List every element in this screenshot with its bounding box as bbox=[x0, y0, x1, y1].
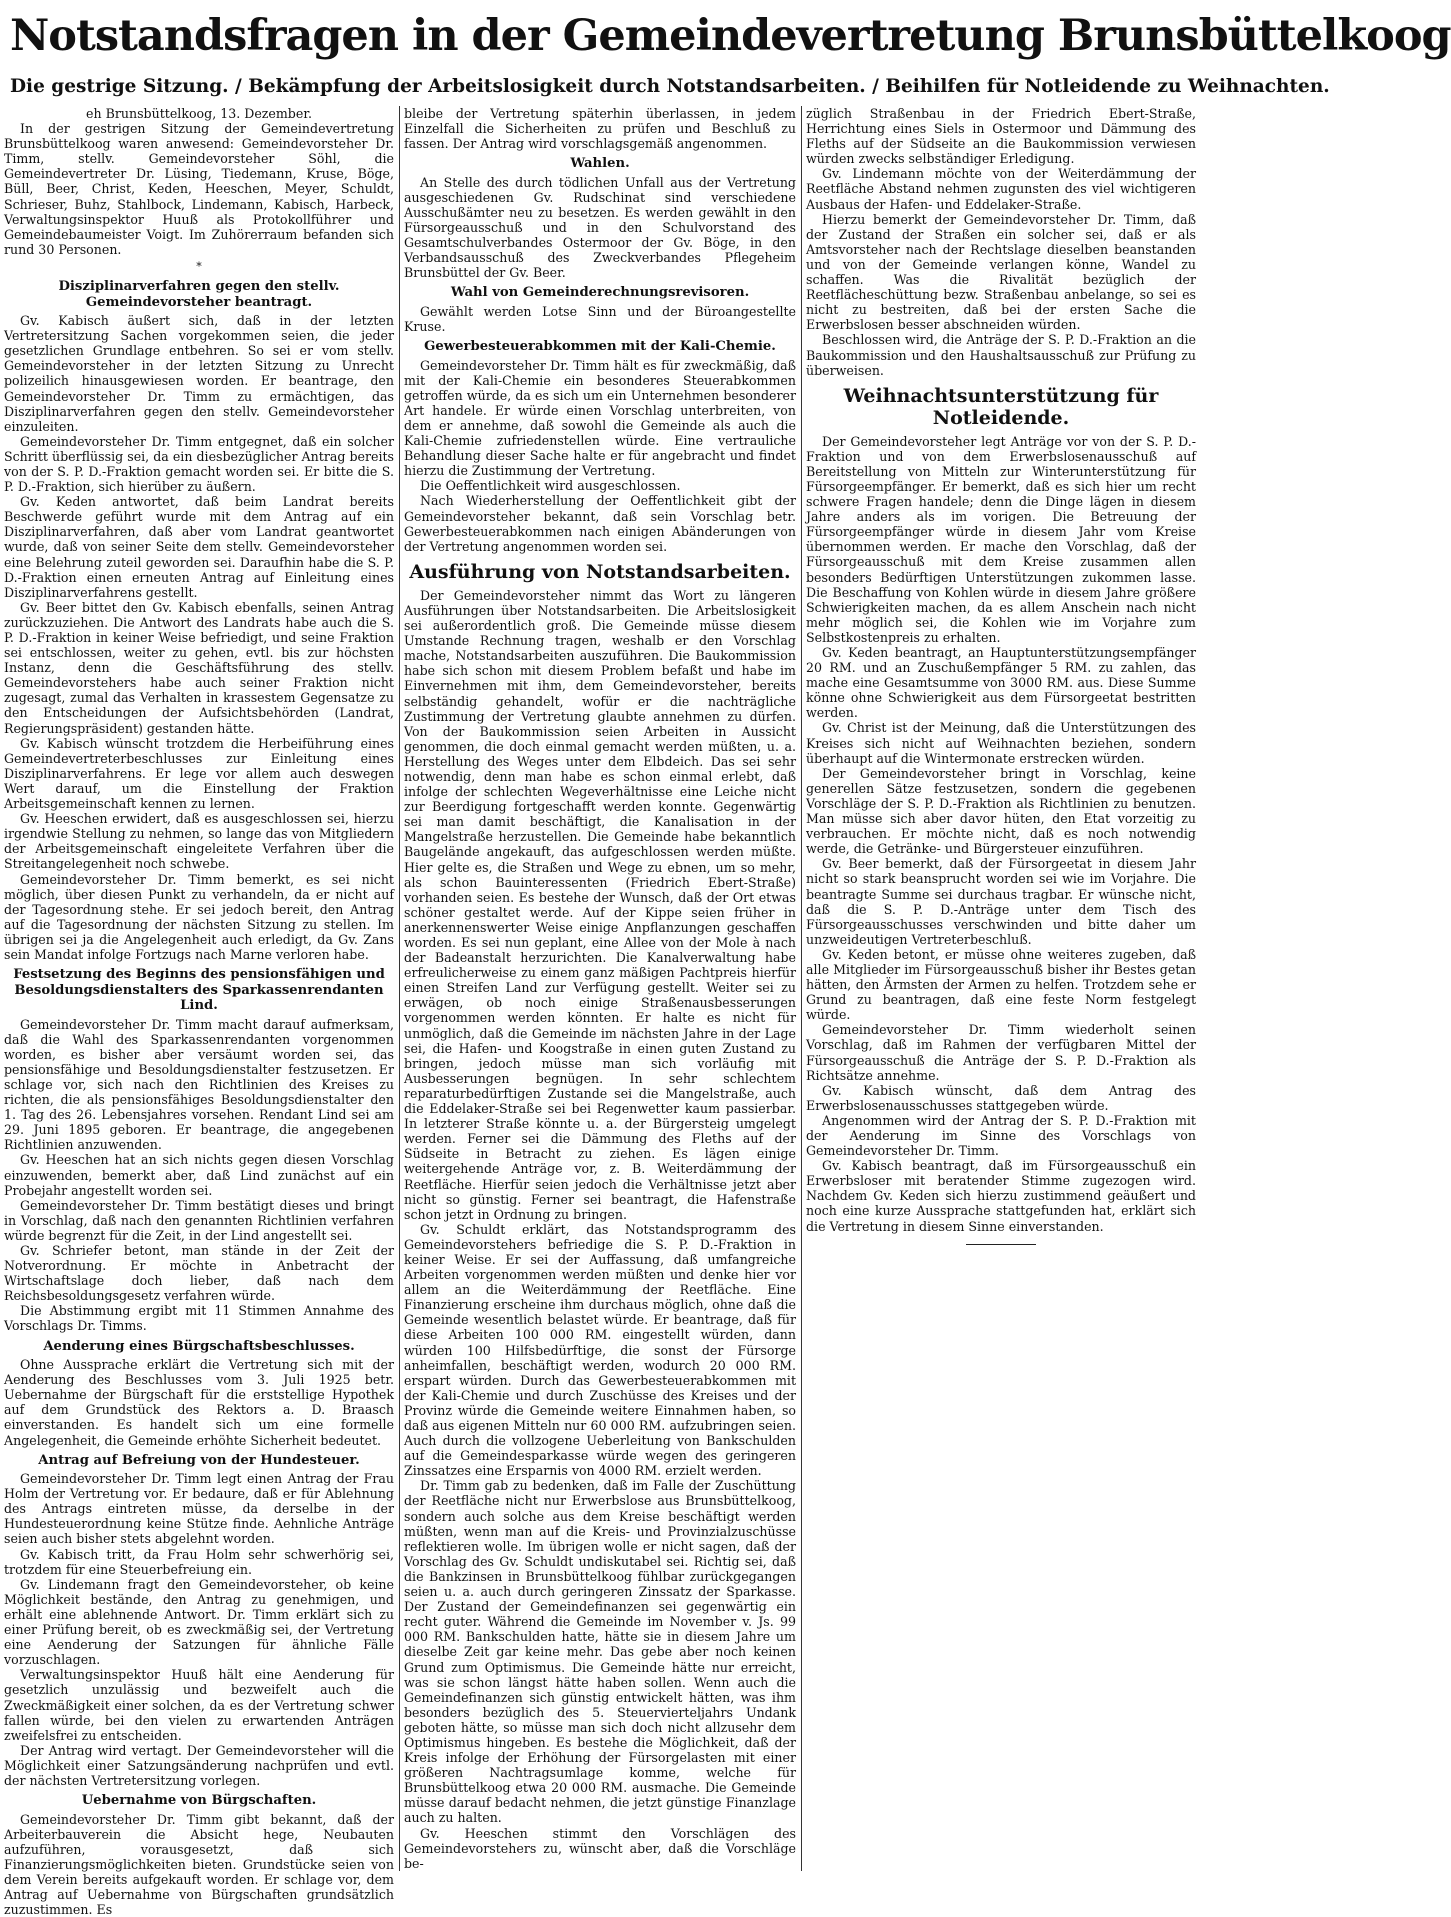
paragraph: Gv. Lindemann fragt den Gemeindevorsteher, ob keine Möglichkeit bestände, den Antrag zu genehmigen, und erhält eine ablehnende Antwort. Dr. Timm erklärt sich zu einer Prüfung bereit, ob es zweckmäßig sei, der Vertretung eine Aenderung der Satzungen für ähnliche Fälle vorzuschlagen. bbox=[4, 1576, 394, 1668]
paragraph: Gemeindevorsteher Dr. Timm bestätigt dieses und bringt in Vorschlag, daß nach den genannten Richtlinien verfahren würde begrenzt für die Zeit, in der Lind angestellt sei. bbox=[4, 1197, 394, 1243]
paragraph: Gv. Keden betont, er müsse ohne weiteres zugeben, daß alle Mitglieder im Fürsorgeausschuß bisher ihr Bestes getan hätten, den Ärmsten der Armen zu helfen. Trotzdem sehe er Grund zu beantragen, daß eine feste Norm festgelegt würde. bbox=[806, 946, 1196, 1023]
paragraph: Der Gemeindevorsteher bringt in Vorschlag, keine generellen Sätze festzusetzen, sondern die gegebenen Vorschläge der S. P. D.-Fraktion als Richtlinien zu benutzen. Man müsse sich aber davor hüten, den Etat vorzeitig zu verbrauchen. Er möchte nicht, daß es noch notwendig werde, die Getränke- und Bürgersteuer einzuführen. bbox=[806, 765, 1196, 857]
paragraph: Hierzu bemerkt der Gemeindevorsteher Dr. Timm, daß der Zustand der Straßen ein solcher sei, daß er als Amtsvorsteher nach der Rechtslage dieselben beanstanden und von der Gemeinde verlangen könne, Wandel zu schaffen. Was die Rivalität bezüglich der Reetflächeschüttung bezw. Straßenbau anbelange, so sei es nicht zu bestreiten, daß bei der ersten Sache die Erwerbslosen besser abschneiden würden. bbox=[806, 211, 1196, 333]
paragraph: Dr. Timm gab zu bedenken, daß im Falle der Zuschüttung der Reetfläche nicht nur Erwerbslose aus Brunsbüttelkoog, sondern auch solche aus dem Kreise beschäftigt werden müßten, wenn man auf die Kreis- und Provinzialzuschüsse reflektieren wolle. Im übrigen wolle er nicht sagen, daß der Vorschlag des Gv. Schuldt undiskutabel sei. Richtig sei, daß die Bankzinsen in Brunsbüttelkoog fühlbar zurückgegangen seien u. a. auch durch geringeren Zinssatz der Sparkasse. Der Zustand der Gemeindefinanzen sei gegenwärtig ein recht guter. Während die Gemeinde im November v. Js. 99 000 RM. Bankschulden hatte, hätte sie in diesem Jahre um dieselbe Zeit gar keine mehr. Das gebe aber noch keinen Grund zum Optimismus. Die Gemeinde hätte nur erreicht, was sie schon längst hätte haben sollen. Wenn auch die Gemeindefinanzen sich günstig entwickelt hätten, was ihm besonders bezüglich des 5. Steuervierteljahrs Undank geboten hätte, so müsse man sich doch nicht allzusehr dem Optimismus hingeben. Es bestehe die Möglichkeit, daß der Kreis infolge der Erhöhung der Fürsorgelasten mit einer größeren Nachtragsumlage komme, welche für Brunsbüttelkoog etwa 20 000 RM. ausmache. Die Gemeinde müsse darauf bedacht nehmen, die jetzt günstige Finanzlage auch zu halten. bbox=[404, 1478, 796, 1826]
paragraph: Angenommen wird der Antrag der S. P. D.-Fraktion mit der Aenderung im Sinne des Vorschlags von Gemeindevorsteher Dr. Timm. bbox=[806, 1112, 1196, 1159]
paragraph: Gemeindevorsteher Dr. Timm bemerkt, es sei nicht möglich, über diesen Punkt zu verhandeln, da er nicht auf der Tagesordnung stehe. Er sei jedoch bereit, den Antrag auf die Tagesordnung der nächsten Sitzung zu stellen. Im übrigen sei ja die Angelegenheit auch erledigt, da Gv. Zans sein Mandat infolge Fortzugs nach Marne verloren habe. bbox=[4, 871, 394, 962]
section-heading-gewerbesteuer: Gewerbesteuerabkommen mit der Kali-Chemie. bbox=[424, 339, 776, 355]
section-heading-uebernahme: Uebernahme von Bürgschaften. bbox=[81, 1793, 317, 1809]
paragraph: Gv. Kabisch tritt, da Frau Holm sehr schwerhörig sei, trotzdem für eine Steuerbefreiung ein. bbox=[4, 1546, 394, 1577]
column-1 bbox=[4, 106, 394, 1917]
section-heading-revisoren: Wahl von Gemeinderechnungsrevisoren. bbox=[450, 285, 750, 301]
section-heading-pension: Festsetzung des Beginns des pensionsfähigen und Besoldungsdienstalters des Sparkassenrendanten Lind. bbox=[13, 967, 385, 1014]
paragraph: Gv. Heeschen erwidert, daß es ausgeschlossen sei, hierzu irgendwie Stellung zu nehmen, so lange das von Mitgliedern der Arbeitsgemeinschaft eingeleitete Verfahren über die Streitangelegenheit noch schwebe. bbox=[4, 811, 394, 872]
column-rule-2 bbox=[801, 106, 802, 1871]
paragraph: Gv. Schriefer betont, man stände in der Zeit der Notverordnung. Er möchte in Anbetracht der Wirtschaftslage doch lieber, daß nach dem Reichsbesoldungsgesetz verfahren würde. bbox=[4, 1242, 394, 1304]
paragraph: Gv. Kabisch äußert sich, daß in der letzten Vertretersitzung Sachen vorgekommen seien, die jeder gesetzlichen Grundlage entbehren. So sei er vom stellv. Gemeindevorsteher in der letzten Sitzung zu Unrecht polizeilich hinausgewiesen worden. Er beantrage, den Gemeindevorsteher Dr. Timm zu ermächtigen, das Disziplinarverfahren gegen den stellv. Gemeindevorsteher einzuleiten. bbox=[4, 313, 394, 434]
paragraph: Gemeindevorsteher Dr. Timm hält es für zweckmäßig, daß mit der Kali-Chemie ein besonderes Steuerabkommen getroffen würde, da es sich um ein Unternehmen besonderer Art handele. Er würde einen Vorschlag unterbreiten, von dem er annehme, daß sowohl die Gemeinde als auch die Kali-Chemie zufriedenstellen würde. Eine vertrauliche Behandlung dieser Sache halte er für angebracht und findet hierzu die Zustimmung der Vertretung. bbox=[404, 357, 796, 479]
paragraph: Die Oeffentlichkeit wird ausgeschlossen. bbox=[420, 478, 681, 494]
section-star: * bbox=[196, 259, 202, 273]
intro-paragraph: In der gestrigen Sitzung der Gemeindevertretung Brunsbüttelkoog waren anwesend: Gemeindevorsteher Dr. Timm, stellv. Gemeindevorsteher Söhl, die Gemeindevertreter Dr. Lüsing, Tiedemann, Kruse, Böge, Büll, Beer, Christ, Keden, Heeschen, Meyer, Schuldt, Schrieser, Buhz, Stahlbock, Lindemann, Kabisch, Harbeck, Verwaltungsinspektor Huuß als Protokollführer und Gemeindebaumeister Voigt. Im Zuhörerraum befanden sich rund 30 Personen. bbox=[4, 121, 394, 257]
paragraph: Die Abstimmung ergibt mit 11 Stimmen Annahme des Vorschlags Dr. Timms. bbox=[4, 1303, 394, 1334]
dateline: eh Brunsbüttelkoog, 13. Dezember. bbox=[86, 106, 312, 121]
section-heading-notstandsarbeiten: Ausführung von Notstandsarbeiten. bbox=[409, 560, 791, 583]
paragraph: Gemeindevorsteher Dr. Timm legt einen Antrag der Frau Holm der Vertretung vor. Er bedaure, daß er für Ablehnung des Antrags eintreten müsse, da derselbe in der Hundesteuerordnung keine Stütze finde. Aehnliche Anträge seien auch bisher stets abgelehnt worden. bbox=[4, 1471, 394, 1547]
paragraph: Gv. Keden antwortet, daß beim Landrat bereits Beschwerde geführt wurde mit dem Antrag auf ein Disziplinarverfahren, daß aber vom Landrat geantwortet wurde, daß von seiner Seite dem stellv. Gemeindevorsteher eine Belehrung zuteil geworden sei. Daraufhin habe die S. P. D.-Fraktion einen erneuten Antrag auf Einleitung eines Disziplinarverfahrens gestellt. bbox=[4, 494, 394, 600]
subheadline: Die gestrige Sitzung. / Bekämpfung der Arbeitslosigkeit durch Notstandsarbeiten. / Beihilfen für Notleidende zu Weihnachten. bbox=[10, 76, 1330, 97]
section-heading-buergschaft: Aenderung eines Bürgschaftsbeschlusses. bbox=[43, 1338, 355, 1354]
paragraph: An Stelle des durch tödlichen Unfall aus der Vertretung ausgeschiedenen Gv. Rudschinat sind verschiedene Ausschußämter neu zu besetzen. Es werden gewählt in den Fürsorgeausschuß und in den Schulvorstand des Gesamtschulverbandes Ostermoor der Gv. Böge, in den Verbandsausschuß des Zweckverbandes Pflegeheim Brunsbüttel der Gv. Beer. bbox=[404, 174, 796, 281]
paragraph: Nach Wiederherstellung der Oeffentlichkeit gibt der Gemeindevorsteher bekannt, daß sein Vorschlag betr. Gewerbesteuerabkommen nach einigen Abänderungen von der Vertretung angenommen worden sei. bbox=[404, 493, 796, 554]
headline: Notstandsfragen in der Gemeindevertretung Brunsbüttelkoog bbox=[10, 11, 1451, 61]
paragraph: züglich Straßenbau in der Friedrich Ebert-Straße, Herrichtung eines Siels in Ostermoor und Dämmung des Fleths auf der Südseite an die Baukommission verwiesen würden zwecks selbständiger Erledigung. bbox=[806, 106, 1196, 167]
paragraph: Der Gemeindevorsteher nimmt das Wort zu längeren Ausführungen über Notstandsarbeiten. Die Arbeitslosigkeit sei außerordentlich groß. Die Gemeinde müsse diesem Umstande Rechnung tragen, weshalb er den Vorschlag mache, Notstandsarbeiten auszuführen. Die Baukommission habe sich schon mit diesem Problem befaßt und habe im Einvernehmen mit ihm, dem Gemeindevorsteher, bereits selbständig gehandelt, wofür er die nachträgliche Zustimmung der Vertretung glaubte annehmen zu dürfen. Von der Baukommission seien Arbeiten in Aussicht genommen, die doch einmal gemacht werden müßten, u. a. Herstellung des Weges unter dem Elbdeich. Das sei sehr notwendig, denn man habe es schon einmal erlebt, daß infolge der schlechten Wegeverhältnisse eine Leiche nicht zur Beerdigung fortgeschafft werden konnte. Gegenwärtig sei man damit beschäftigt, die Kanalisation in der Mangelstraße herzustellen. Die Gemeinde habe bekanntlich Baugelände angekauft, das aufgeschlossen werden müßte. Hier gelte es, die Straßen und Wege zu ebnen, um so mehr, als schon Bauinteressenten (Friedrich Ebert-Straße) vorhanden seien. Es bestehe der Wunsch, daß der Ort etwas schöner gestaltet werde. Auf der Kippe seien früher in anerkennenswerter Weise einige Anpflanzungen geschaffen worden. Es sei nun geplant, eine Allee von der Mole à nach der Badeanstalt herzurichten. Die Kanalverwaltung habe erfreulicherweise zu einem ganz mäßigen Pachtpreis hierfür einen Streifen Land zur Verfügung gestellt. Weiter sei zu erwägen, ob noch einige Straßenausbesserungen vorgenommen werden könnten. Er halte es nicht für unmöglich, daß die Gemeinde im nächsten Jahre in der Lage sei, die Hafen- und Koogstraße in einen guten Zustand zu bringen, jedoch müsse man sich vorläufig mit Ausbesserungen begnügen. In sehr schlechtem reparaturbedürftigen Zustande sei die Mangelstraße, auch die Eddelaker-Straße sei bei Regenwetter kaum passierbar. In letzterer Straße könnte u. a. der Bürgersteig umgelegt werden. Ferner sei die Dämmung des Fleths auf der Südseite in Betracht zu ziehen. Es lägen einige weitergehende Anträge vor, z. B. Weiterdämmung der Reetfläche. Hierfür seien jedoch die Verhältnisse jetzt aber nicht so günstig. Ferner sei beantragt, die Hafenstraße schon jetzt in Ordnung zu bringen. bbox=[404, 587, 796, 1222]
paragraph: Gemeindevorsteher Dr. Timm macht darauf aufmerksam, daß die Wahl des Sparkassenrendanten vorgenommen worden, es bisher aber versäumt worden sei, das pensionsfähige und Besoldungsdienstalter festzusetzen. Er schlage vor, sich nach den Richtlinien des Kreises zu richten, die als pensionsfähiges Besoldungsdienstalter den 1. Tag des 26. Lebensjahres vorsehen. Rendant Lind sei am 29. Juni 1895 geboren. Er beantrage, die angegebenen Richtlinien anzuwenden. bbox=[4, 1016, 394, 1153]
paragraph: Verwaltungsinspektor Huuß hält eine Aenderung für gesetzlich unzulässig und bezweifelt auch die Zweckmäßigkeit einer solchen, da es der Vertretung schwer fallen würde, bei den vielen zu erwartenden Anträgen zweifelsfrei zu entscheiden. bbox=[4, 1667, 394, 1743]
column-2 bbox=[404, 106, 796, 1873]
paragraph: Der Antrag wird vertagt. Der Gemeindevorsteher will die Möglichkeit einer Satzungsänderung nachprüfen und evtl. der nächsten Vertretersitzung vorlegen. bbox=[4, 1742, 394, 1788]
section-heading-disziplin: Disziplinarverfahren gegen den stellv. Gemeindevorsteher beantragt. bbox=[58, 279, 340, 310]
paragraph: Gv. Kabisch beantragt, daß im Fürsorgeausschuß ein Erwerbsloser mit beratender Stimme zugezogen wird. Nachdem Gv. Keden sich hierzu zustimmend geäußert und noch eine kurze Aussprache stattgefunden hat, erklärt sich die Vertretung in diesem Sinne einverstanden. bbox=[806, 1158, 1196, 1234]
paragraph: Gemeindevorsteher Dr. Timm wiederholt seinen Vorschlag, daß im Rahmen der verfügbaren Mittel der Fürsorgeausschuß die Anträge der S. P. D.-Fraktion als Richtsätze annehme. bbox=[806, 1022, 1196, 1083]
column-3 bbox=[806, 106, 1196, 1873]
paragraph: Gv. Schuldt erklärt, das Notstandsprogramm des Gemeindevorstehers befriedige die S. P. D.-Fraktion in keiner Weise. Er sei der Auffassung, daß umfangreiche Arbeiten vorgenommen werden müßten und denke hier vor allem an die Weiterdämmung der Reetfläche. Eine Finanzierung erscheine ihm durchaus möglich, ohne daß die Gemeinde wesentlich belastet würde. Er beantrage, daß für diese Arbeiten 100 000 RM. eingestellt würden, dann würden 100 Hilfsbedürftige, die sonst der Fürsorge anheimfallen, beschäftigt werden, wodurch 20 000 RM. erspart würden. Durch das Gewerbesteuerabkommen mit der Kali-Chemie und durch Zuschüsse des Kreises und der Provinz würde die Gemeinde weitere Einnahmen haben, so daß aus eigenen Mitteln nur 60 000 RM. aufzubringen seien. Auch durch die vollzogene Ueberleitung von Bankschulden auf die Gemeindesparkasse würde wegen des geringeren Zinssatzes eine Ersparnis von 4000 RM. erzielt werden. bbox=[404, 1221, 796, 1479]
paragraph: Gv. Beer bittet den Gv. Kabisch ebenfalls, seinen Antrag zurückzuziehen. Die Antwort des Landrats habe auch die S. P. D.-Fraktion in keiner Weise befriedigt, und seine Fraktion sei entschlossen, weiter zu gehen, evtl. bis zur höchsten Instanz, denn die Geschäftsführung des stellv. Gemeindevorstehers habe auch seiner Fraktion nicht zugesagt, zumal das Verhalten in krassestem Gegensatze zu den Entscheidungen der Aufsichtsbehörden (Landrat, Regierungspräsident) gestanden hätte. bbox=[4, 599, 394, 736]
paragraph: Beschlossen wird, die Anträge der S. P. D.-Fraktion an die Baukommission und den Haushaltsausschuß zur Prüfung zu überweisen. bbox=[806, 332, 1196, 378]
paragraph: Gv. Heeschen hat an sich nichts gegen diesen Vorschlag einzuwenden, bemerkt aber, daß Lind zunächst auf ein Probejahr angestellt worden sei. bbox=[4, 1152, 394, 1198]
section-heading-hundesteuer: Antrag auf Befreiung von der Hundesteuer. bbox=[38, 1452, 360, 1468]
paragraph: Gewählt werden Lotse Sinn und der Büroangestellte Kruse. bbox=[404, 303, 796, 335]
paragraph: Gv. Keden beantragt, an Hauptunterstützungsempfänger 20 RM. und an Zuschußempfänger 5 RM. zu zahlen, das mache eine Gesamtsumme von 3000 RM. aus. Diese Summe könne ohne Schwierigkeit aus dem Fürsorgeetat bestritten werden. bbox=[806, 645, 1196, 721]
paragraph: Der Gemeindevorsteher legt Anträge vor von der S. P. D.-Fraktion und von dem Erwerbslosenausschuß auf Bereitstellung von Mitteln zur Winterunterstützung für Fürsorgeempfänger. Er bemerkt, daß es sich hier um recht schwere Fragen handele; denn die Dinge lägen in diesem Jahre anders als im vorigen. Die Betreuung der Fürsorgeempfänger würde in diesem Jahr vom Kreise übernommen werden. Er mache den Vorschlag, daß der Fürsorgeausschuß mit dem Kreise zusammen allen besonders Bedürftigen Unterstützungen zukommen lasse. Die Beschaffung von Kohlen würde in diesem Jahre größere Schwierigkeiten machen, da es allem Anschein nach nicht mehr möglich sei, die Kohlen wie im Vorjahre zum Selbstkostenpreis zu erhalten. bbox=[806, 433, 1196, 645]
paragraph: Gv. Beer bemerkt, daß der Fürsorgeetat in diesem Jahr nicht so stark beansprucht worden sei wie im Vorjahre. Die beantragte Summe sei durchaus tragbar. Er wünsche nicht, daß die S. P. D.-Anträge unter dem Tisch des Fürsorgeausschusses verschwinden und bitte daher um unzweideutigen Vertreterbeschluß. bbox=[806, 856, 1196, 947]
paragraph: Gemeindevorsteher Dr. Timm gibt bekannt, daß der Arbeiterbauverein die Absicht hege, Neubauten aufzuführen, vorausgesetzt, daß sich Finanzierungsmöglichkeiten bieten. Grundstücke seien von dem Verein bereits aufgekauft worden. Er schlage vor, dem Antrag auf Uebernahme von Bürgschaften grundsätzlich zuzustimmen. Es bbox=[4, 1811, 394, 1917]
paragraph: Gv. Christ ist der Meinung, daß die Unterstützungen des Kreises sich nicht auf Weihnachten beziehen, sondern überhaupt auf die Wintermonate erstrecken würden. bbox=[806, 720, 1196, 766]
paragraph: Gv. Lindemann möchte von der Weiterdämmung der Reetfläche Abstand nehmen zugunsten des viel wichtigeren Ausbaus der Hafen- und Eddelaker-Straße. bbox=[806, 166, 1196, 212]
end-rule bbox=[966, 1244, 1036, 1245]
paragraph: Gv. Kabisch wünscht trotzdem die Herbeiführung eines Gemeindevertreterbeschlusses zur Einleitung eines Disziplinarverfahrens. Er lege vor allem auch deswegen Wert darauf, um die Einstellung der Fraktion Arbeitsgemeinschaft kennen zu lernen. bbox=[4, 735, 394, 812]
column-rule-1 bbox=[399, 106, 400, 1871]
paragraph: Ohne Aussprache erklärt die Vertretung sich mit der Aenderung des Beschlusses vom 3. Juli 1925 betr. Uebernahme der Bürgschaft für die erststellige Hypothek auf dem Grundstück des Rektors a. D. Braasch einverstanden. Es handelt sich um eine formelle Angelegenheit, die Gemeinde erhöhte Sicherheit bedeutet. bbox=[4, 1357, 394, 1448]
section-heading-weihnacht: Weihnachtsunterstützung für Notleidende. bbox=[843, 384, 1159, 429]
section-heading-wahlen: Wahlen. bbox=[570, 156, 630, 172]
paragraph: Gv. Kabisch wünscht, daß dem Antrag des Erwerbslosenausschusses stattgegeben würde. bbox=[806, 1082, 1196, 1113]
paragraph: Gemeindevorsteher Dr. Timm entgegnet, daß ein solcher Schritt überflüssig sei, da ein diesbezüglicher Antrag bereits von der S. P. D.-Fraktion gemacht worden sei. Er bitte die S. P. D.-Fraktion, sich hierüber zu äußern. bbox=[4, 433, 394, 495]
paragraph: Gv. Heeschen stimmt den Vorschlägen des Gemeindevorstehers zu, wünscht aber, daß die Vorschläge be- bbox=[404, 1825, 796, 1871]
paragraph: bleibe der Vertretung späterhin überlassen, in jedem Einzelfall die Sicherheiten zu prüfen und Beschluß zu fassen. Der Antrag wird vorschlagsgemäß angenommen. bbox=[404, 106, 796, 152]
